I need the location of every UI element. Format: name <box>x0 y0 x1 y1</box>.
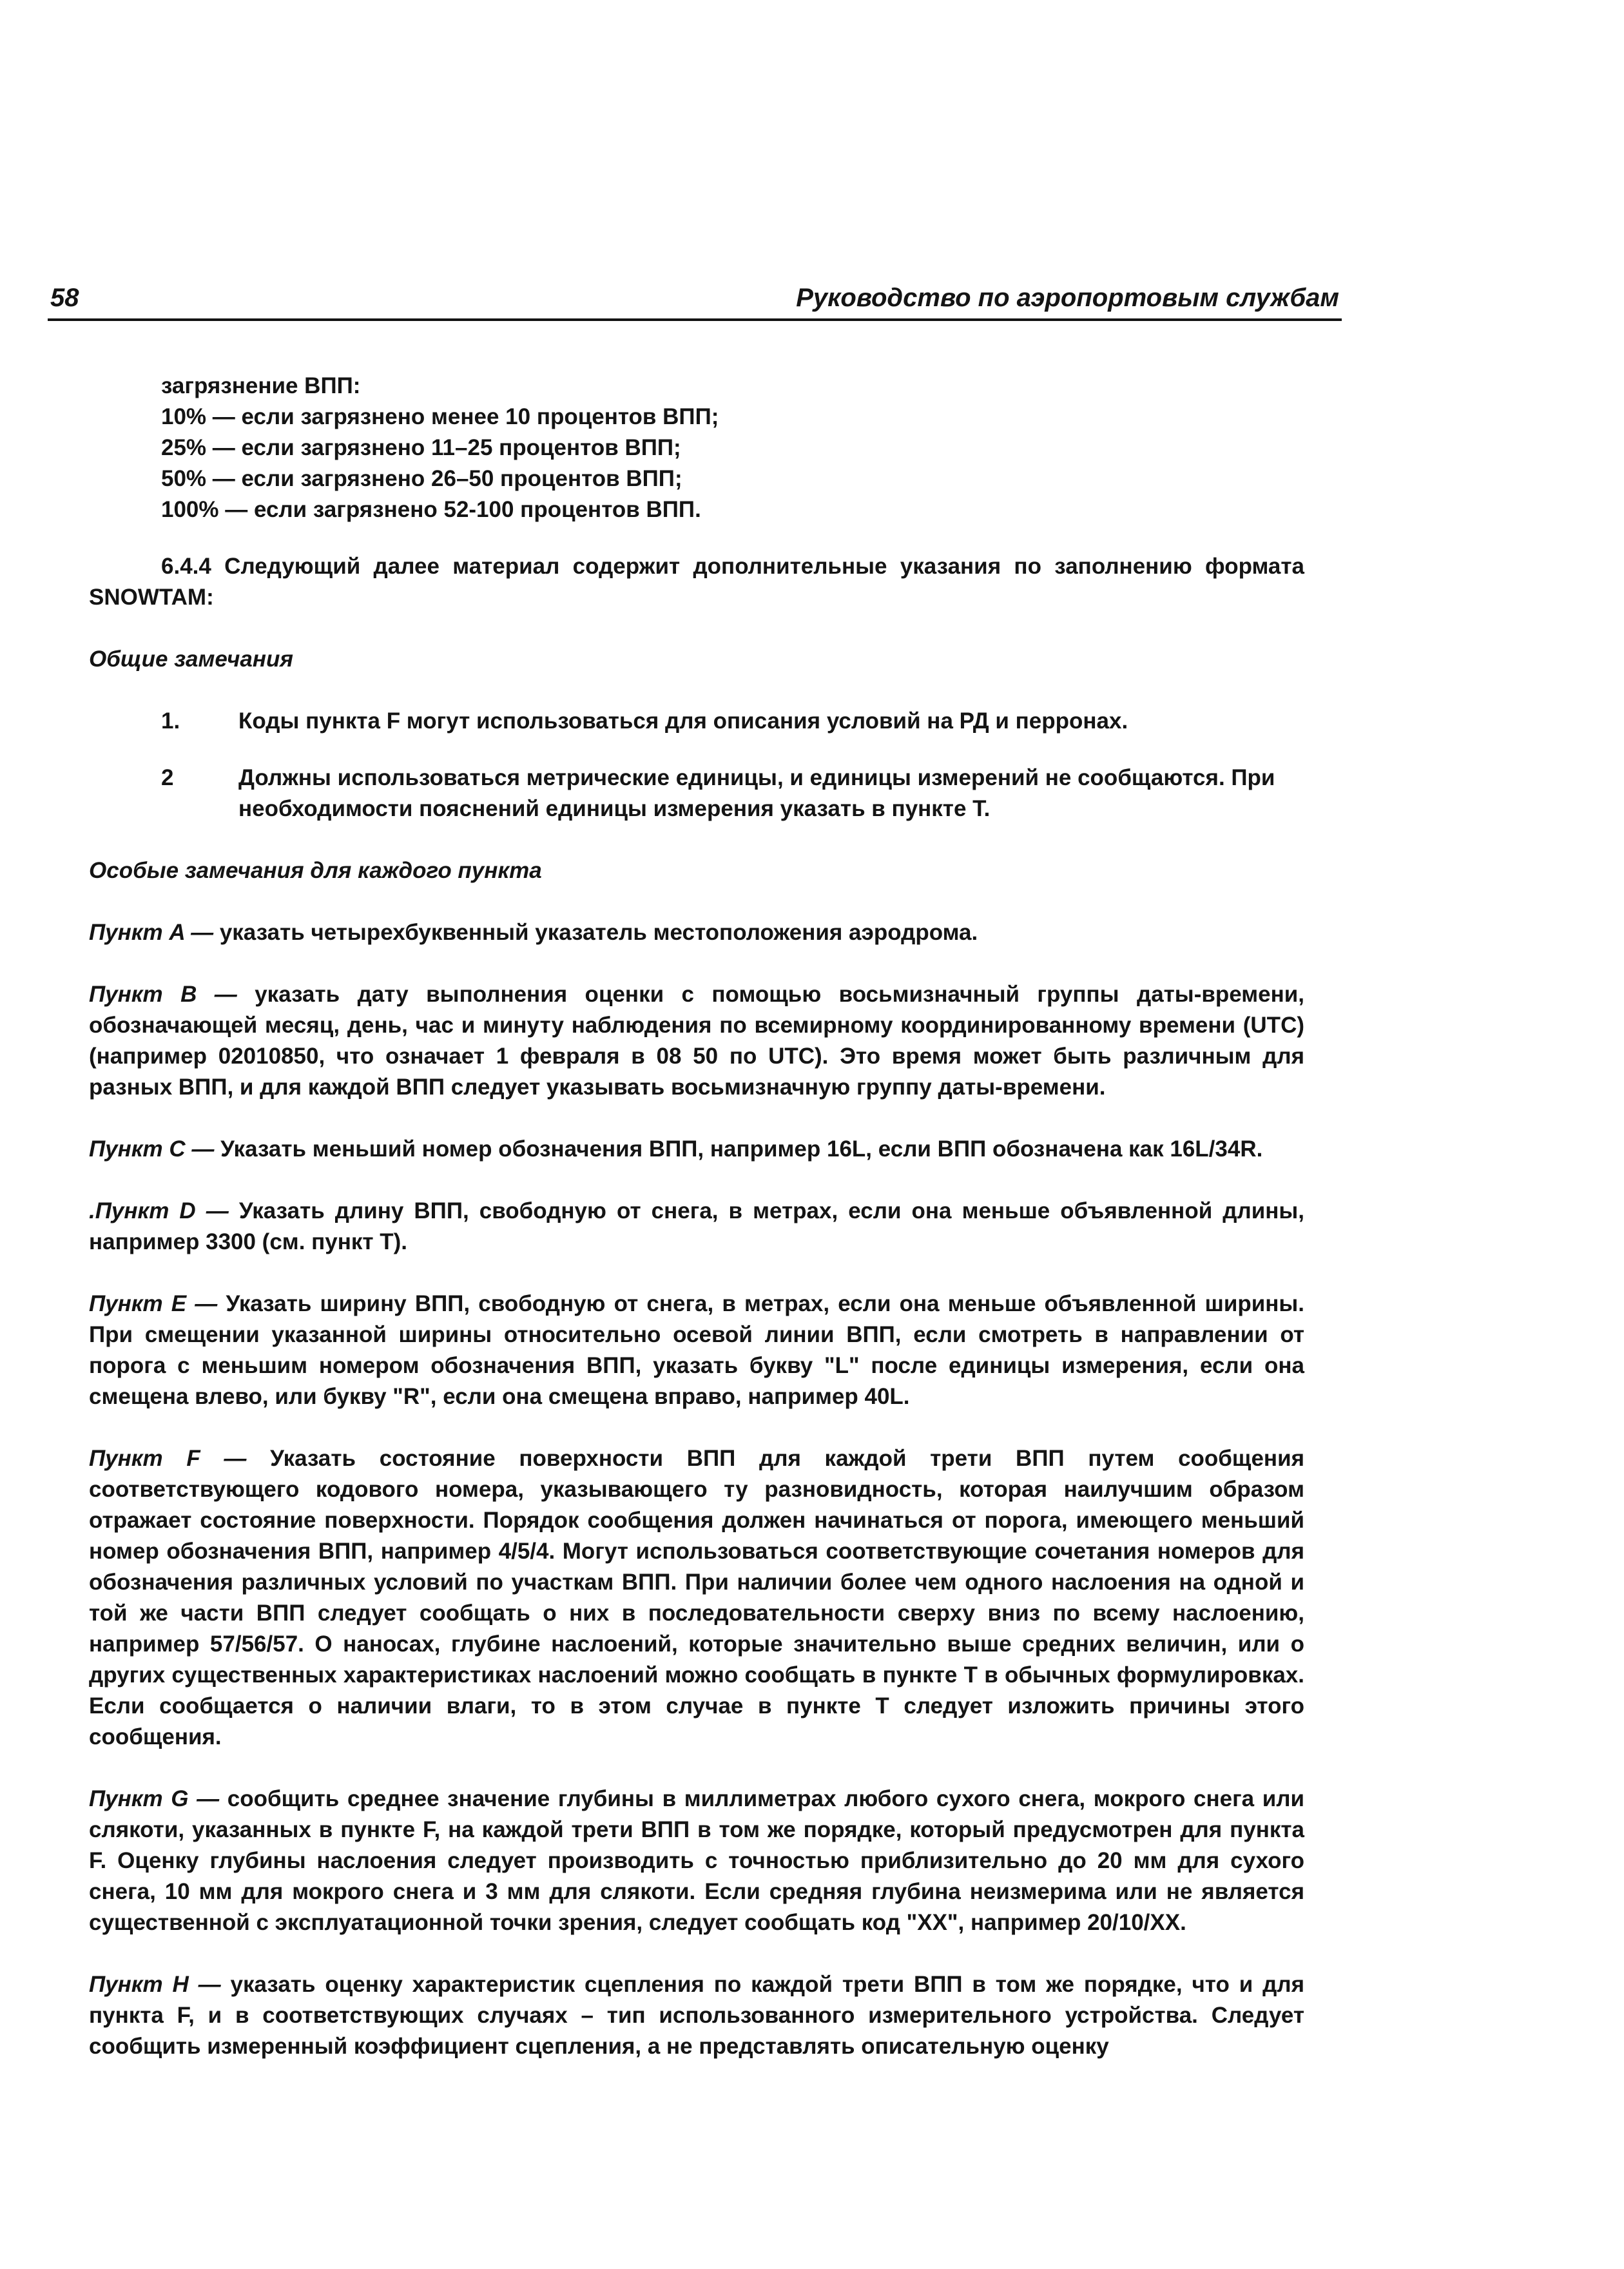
item-label: Пункт A — <box>89 920 214 945</box>
item-text: Указать состояние поверхности ВПП для каждой трети ВПП путем сообщения соответствующего кодового номера, указывающего ту разновидность, которая наилучшим образом отражает состояние поверхности. Порядок сообщения должен начинаться от порога, имеющего меньший номер обозначения ВПП, например 4/5/4. Могут использоваться соответствующие сочетания номеров для обозначения различных условий по участкам ВПП. При наличии более чем одного наслоения на одной и той же части ВПП следует сообщать о них в последовательности сверху вниз по всему наслоению, например 57/56/57. О наносах, глубине наслоений, которые значительно выше средних величин, или о других существенных характеристиках наслоений можно сообщать в пункте Т в обычных формулировках. Если сообщается о наличии влаги, то в этом случае в пункте Т следует изложить причины этого сообщения. <box>89 1446 1305 1749</box>
running-title: Руководство по аэропортовым службам <box>796 284 1339 312</box>
item-label: Пункт G — <box>89 1786 220 1811</box>
item-text: Коды пункта F могут использоваться для описания условий на РД и перронах. <box>238 708 1128 734</box>
item-label: Пункт H — <box>89 1972 221 1997</box>
item-paragraph-a <box>89 917 1304 948</box>
page-header <box>50 278 1339 316</box>
contamination-item: 50% — если загрязнено 26–50 процентов ВПП; <box>161 466 682 491</box>
item-text: указать дату выполнения оценки с помощью восьмизначный группы даты-времени, обозначающей месяц, день, час и минуту наблюдения по всемирному координированному времени (UTC) (например 02010850, что означает 1 февраля в 08 50 по UTC). Это время может быть различным для разных ВПП, и для каждой ВПП следует указывать восьмизначную группу даты-времени. <box>89 982 1304 1100</box>
header-rule <box>48 318 1342 321</box>
item-paragraph-g <box>89 1784 1304 1938</box>
item-text: Указать длину ВПП, свободную от снега, в метрах, если она меньше объявленной длины, например 3300 (см. пункт T). <box>89 1198 1304 1254</box>
general-item <box>161 706 1304 737</box>
item-paragraph-c <box>89 1134 1304 1165</box>
special-remarks-heading: Особые замечания для каждого пункта <box>89 858 542 883</box>
item-text: Должны использоваться метрические единицы, и единицы измерений не сообщаются. При необходимости пояснений единицы измерения указать в пункте Т. <box>238 765 1275 821</box>
item-paragraph-b <box>89 979 1304 1103</box>
item-paragraph-e <box>89 1289 1304 1412</box>
item-text: указать оценку характеристик сцепления по каждой трети ВПП в том же порядке, что и для пункта F, и в соответствующих случаях – тип использованного измерительного устройства. Следует сообщить измеренный коэффициент сцепления, а не представлять описательную оценку <box>89 1972 1304 2059</box>
item-paragraph-h <box>89 1969 1304 2062</box>
contamination-heading: загрязнение ВПП: <box>161 373 361 398</box>
contamination-block <box>89 371 1304 525</box>
page-number: 58 <box>50 284 79 312</box>
item-label: Пункт B — <box>89 982 237 1007</box>
item-label: Пункт E — <box>89 1291 218 1316</box>
body-text <box>89 371 1304 2062</box>
contamination-item: 25% — если загрязнено 11–25 процентов ВПП; <box>161 435 681 460</box>
item-number: 1. <box>161 708 180 734</box>
item-label: .Пункт D — <box>89 1198 229 1223</box>
item-text: сообщить среднее значение глубины в миллиметрах любого сухого снега, мокрого снега или слякоти, указанных в пункте F, на каждой трети ВПП в том же порядке, который предусмотрен для пункта F. Оценку глубины наслоения следует производить с точностью приблизительно до 20 мм для сухого снега, 10 мм для мокрого снега и 3 мм для слякоти. Если средняя глубина неизмерима или не является существенной с эксплуатационной точки зрения, следует сообщать код "XX", например 20/10/XX. <box>89 1786 1305 1935</box>
item-text: указать четырехбуквенный указатель местоположения аэродрома. <box>219 920 978 945</box>
item-label: Пункт F — <box>89 1446 247 1471</box>
general-remarks-heading: Общие замечания <box>89 647 293 672</box>
item-paragraph-f <box>89 1443 1304 1753</box>
intro-paragraph: 6.4.4 Следующий далее материал содержит дополнительные указания по заполнению формата SNOWTAM: <box>89 554 1304 610</box>
item-text: Указать ширину ВПП, свободную от снега, в метрах, если она меньше объявленной ширины. При смещении указанной ширины относительно осевой линии ВПП, если смотреть в направлении от порога с меньшим номером обозначения ВПП, указать букву "L" после единицы измерения, если она смещена влево, или букву "R", если она смещена вправо, например 40L. <box>89 1291 1304 1409</box>
general-item <box>161 763 1304 824</box>
item-label: Пункт C — <box>89 1136 215 1162</box>
contamination-item: 100% — если загрязнено 52-100 процентов ВПП. <box>161 497 701 522</box>
item-text: Указать меньший номер обозначения ВПП, например 16L, если ВПП обозначена как 16L/34R. <box>220 1136 1263 1162</box>
item-paragraph-d <box>89 1196 1304 1258</box>
contamination-item: 10% — если загрязнено менее 10 процентов ВПП; <box>161 404 719 429</box>
item-number: 2 <box>161 765 174 790</box>
